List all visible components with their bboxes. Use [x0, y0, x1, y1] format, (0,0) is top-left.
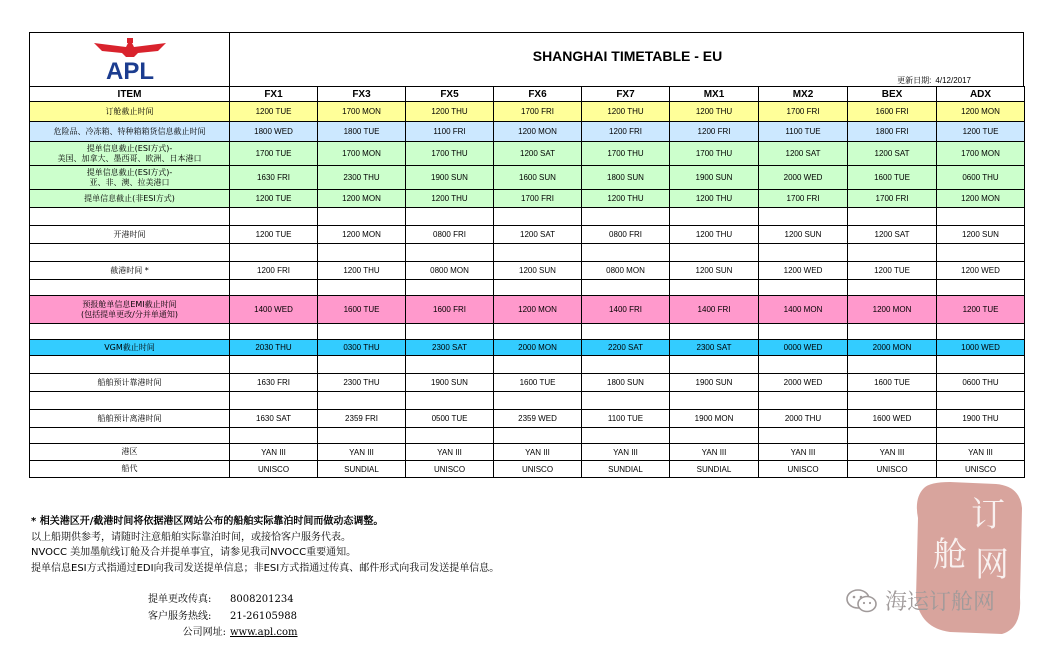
table-cell: [318, 356, 406, 374]
table-cell: [670, 280, 759, 296]
table-cell: 1200 SAT: [848, 142, 937, 166]
table-row: [30, 461, 1025, 478]
table-row: [30, 244, 1025, 262]
table-cell: 0600 THU: [937, 374, 1025, 392]
table-row: [30, 226, 1025, 244]
table-cell: 1200 TUE: [230, 190, 318, 208]
table-cell: 1400 FRI: [670, 296, 759, 324]
table-row: [30, 190, 1025, 208]
table-cell: SUNDIAL: [670, 461, 759, 478]
table-cell: YAN III: [670, 444, 759, 461]
table-cell: [406, 280, 494, 296]
table-cell: 0600 THU: [937, 166, 1025, 190]
svg-text:APL: APL: [106, 58, 154, 83]
table-cell: 2200 SAT: [582, 340, 670, 356]
date-label: 更新日期:: [897, 76, 932, 85]
table-cell: 1400 WED: [230, 296, 318, 324]
table-cell: 2000 WED: [759, 374, 848, 392]
table-cell: 2030 THU: [230, 340, 318, 356]
table-row: [30, 444, 1025, 461]
table-row: [30, 280, 1025, 296]
table-cell: [670, 392, 759, 410]
table-cell: [318, 392, 406, 410]
table-cell: 0800 MON: [582, 262, 670, 280]
table-cell: [494, 244, 582, 262]
table-cell: [230, 244, 318, 262]
row-label: 提单信息截止(ESI方式)- 美国、加拿大、墨西哥、欧洲、日本港口: [30, 142, 230, 166]
column-header-adx: ADX: [937, 87, 1025, 102]
table-cell: 1900 SUN: [406, 166, 494, 190]
table-cell: YAN III: [848, 444, 937, 461]
table-cell: UNISCO: [406, 461, 494, 478]
table-cell: 1800 SUN: [582, 166, 670, 190]
column-header-mx1: MX1: [670, 87, 759, 102]
note-1: * 相关港区开/截港时间将依据港区网站公布的船舶实际靠泊时间而做动态调整。: [31, 516, 384, 527]
table-cell: 1700 TUE: [230, 142, 318, 166]
table-row: [30, 324, 1025, 340]
table-cell: 1600 TUE: [318, 296, 406, 324]
table-cell: 1200 THU: [582, 102, 670, 122]
table-cell: 1200 SAT: [494, 142, 582, 166]
contacts: [148, 592, 298, 642]
table-cell: 2300 THU: [318, 374, 406, 392]
note-4: 提单信息ESI方式指通过EDI向我司发送提单信息；非ESI方式指通过传真、邮件形式向我司发送提单信息。: [31, 562, 500, 574]
watermark: [845, 585, 995, 616]
table-cell: 1200 MON: [848, 296, 937, 324]
table-cell: 1200 THU: [582, 190, 670, 208]
table-cell: 1200 FRI: [230, 262, 318, 280]
row-label: [30, 428, 230, 444]
row-label: 提单信息截止(非ESI方式): [30, 190, 230, 208]
table-cell: 1700 FRI: [759, 102, 848, 122]
table-cell: 0800 FRI: [582, 226, 670, 244]
table-cell: 2300 SAT: [670, 340, 759, 356]
table-cell: [759, 356, 848, 374]
table-cell: [670, 208, 759, 226]
table-cell: [759, 244, 848, 262]
row-label: [30, 324, 230, 340]
table-cell: [318, 324, 406, 340]
table-cell: 1400 FRI: [582, 296, 670, 324]
table-cell: [759, 208, 848, 226]
table-cell: 1200 MON: [937, 102, 1025, 122]
table-cell: 1200 THU: [318, 262, 406, 280]
svg-text:订: 订: [971, 495, 1005, 535]
table-cell: YAN III: [318, 444, 406, 461]
table-cell: [230, 280, 318, 296]
row-label: [30, 208, 230, 226]
table-cell: [494, 356, 582, 374]
table-cell: 1800 SUN: [582, 374, 670, 392]
table-row: [30, 356, 1025, 374]
page-title: SHANGHAI TIMETABLE - EU: [532, 48, 723, 64]
table-row: [30, 410, 1025, 428]
table-cell: 1700 FRI: [759, 190, 848, 208]
table-cell: 1600 FRI: [848, 102, 937, 122]
table-cell: 1800 TUE: [318, 122, 406, 142]
table-cell: [582, 244, 670, 262]
table-cell: 1200 SUN: [937, 226, 1025, 244]
table-cell: 1200 THU: [670, 226, 759, 244]
table-cell: [494, 208, 582, 226]
table-cell: 1600 SUN: [494, 166, 582, 190]
hotline-value: 21-26105988: [230, 610, 298, 622]
fax-row: [148, 592, 298, 609]
table-cell: [670, 324, 759, 340]
table-cell: [582, 392, 670, 410]
table-cell: [494, 324, 582, 340]
table-cell: [848, 324, 937, 340]
table-cell: 2000 MON: [848, 340, 937, 356]
table-cell: [848, 428, 937, 444]
table-cell: 1200 THU: [406, 190, 494, 208]
row-label: 截港时间 *: [30, 262, 230, 280]
column-header-mx2: MX2: [759, 87, 848, 102]
logo-cell: [30, 33, 230, 87]
table-cell: [937, 208, 1025, 226]
table-cell: 0800 MON: [406, 262, 494, 280]
table-cell: [318, 428, 406, 444]
table-cell: 1200 THU: [406, 102, 494, 122]
table-cell: [494, 280, 582, 296]
table-cell: [759, 324, 848, 340]
table-cell: 1200 FRI: [582, 122, 670, 142]
header-row: [30, 87, 1025, 102]
table-cell: 1200 MON: [937, 190, 1025, 208]
table-cell: 1700 THU: [406, 142, 494, 166]
table-cell: [406, 428, 494, 444]
table-row: [30, 208, 1025, 226]
table-cell: 0300 THU: [318, 340, 406, 356]
table-cell: YAN III: [406, 444, 494, 461]
table-cell: [406, 392, 494, 410]
table-cell: 0000 WED: [759, 340, 848, 356]
table-cell: UNISCO: [937, 461, 1025, 478]
table-cell: 1200 SUN: [759, 226, 848, 244]
fax-label: 提单更改传真:: [148, 594, 212, 605]
column-header-fx1: FX1: [230, 87, 318, 102]
table-row: [30, 374, 1025, 392]
table-cell: UNISCO: [759, 461, 848, 478]
table-cell: [230, 428, 318, 444]
table-cell: [759, 280, 848, 296]
table-row: [30, 340, 1025, 356]
table-cell: 1400 MON: [759, 296, 848, 324]
table-cell: [230, 208, 318, 226]
svg-text:网: 网: [975, 545, 1009, 585]
table-cell: YAN III: [494, 444, 582, 461]
column-header-item: ITEM: [30, 87, 230, 102]
table-cell: 1700 THU: [670, 142, 759, 166]
table-cell: 1200 SAT: [494, 226, 582, 244]
table-cell: [848, 280, 937, 296]
row-label: [30, 356, 230, 374]
table-cell: 2300 SAT: [406, 340, 494, 356]
row-label: 预报舱单信息EMI截止时间 (包括提单更改/分并单通知): [30, 296, 230, 324]
table-cell: 1700 MON: [318, 142, 406, 166]
table-cell: 1800 WED: [230, 122, 318, 142]
table-cell: [582, 280, 670, 296]
date-value: 4/12/2017: [935, 76, 971, 85]
table-cell: 1200 SAT: [848, 226, 937, 244]
table-cell: 1700 MON: [318, 102, 406, 122]
table-cell: [406, 208, 494, 226]
table-cell: 2359 WED: [494, 410, 582, 428]
table-cell: [937, 392, 1025, 410]
watermark-text: 海运订舱网: [885, 590, 996, 615]
table-cell: [670, 356, 759, 374]
table-cell: 1600 TUE: [848, 374, 937, 392]
table-cell: YAN III: [230, 444, 318, 461]
table-cell: 1630 FRI: [230, 374, 318, 392]
row-label: VGM截止时间: [30, 340, 230, 356]
table-cell: [937, 280, 1025, 296]
table-cell: 2300 THU: [318, 166, 406, 190]
table-cell: 1700 THU: [582, 142, 670, 166]
hotline-label: 客户服务热线:: [148, 610, 212, 622]
row-label: [30, 392, 230, 410]
table-cell: 0800 FRI: [406, 226, 494, 244]
row-label: [30, 280, 230, 296]
table-cell: [759, 428, 848, 444]
table-cell: 1900 THU: [937, 410, 1025, 428]
table-cell: 1200 SUN: [670, 262, 759, 280]
table-cell: [494, 428, 582, 444]
table-cell: [318, 208, 406, 226]
table-row: [30, 296, 1025, 324]
svg-text:舱: 舱: [933, 535, 967, 575]
note-2: 以上船期供参考，请随时注意船舶实际靠泊时间，或接恰客户服务代表。: [31, 531, 351, 543]
table-cell: 1900 MON: [670, 410, 759, 428]
table-cell: UNISCO: [230, 461, 318, 478]
table-cell: 1600 TUE: [494, 374, 582, 392]
notes: [31, 514, 499, 576]
web-row: [148, 625, 298, 642]
table-cell: 1700 FRI: [848, 190, 937, 208]
table-cell: [582, 324, 670, 340]
table-cell: 0500 TUE: [406, 410, 494, 428]
table-cell: 1200 MON: [318, 190, 406, 208]
table-cell: 1600 WED: [848, 410, 937, 428]
table-row: [30, 166, 1025, 190]
table-cell: 1200 SUN: [494, 262, 582, 280]
row-label: 船舶预计靠港时间: [30, 374, 230, 392]
table-cell: 1200 FRI: [670, 122, 759, 142]
apl-logo-icon: [92, 37, 168, 83]
row-label: 开港时间: [30, 226, 230, 244]
table-cell: 1000 WED: [937, 340, 1025, 356]
row-label: 船代: [30, 461, 230, 478]
table-row: [30, 102, 1025, 122]
table-cell: [230, 392, 318, 410]
table-cell: UNISCO: [848, 461, 937, 478]
table-cell: 1200 WED: [937, 262, 1025, 280]
web-label: 公司网址:: [182, 627, 226, 638]
header: [29, 32, 1024, 87]
table-cell: 1200 SAT: [759, 142, 848, 166]
table-cell: [848, 208, 937, 226]
table-cell: 1600 TUE: [848, 166, 937, 190]
column-header-fx6: FX6: [494, 87, 582, 102]
table-cell: 1700 FRI: [494, 102, 582, 122]
table-cell: UNISCO: [494, 461, 582, 478]
table-cell: [582, 356, 670, 374]
column-header-fx5: FX5: [406, 87, 494, 102]
row-label: 危险品、冷冻箱、特种箱箱货信息截止时间: [30, 122, 230, 142]
table-cell: 1900 SUN: [406, 374, 494, 392]
table-cell: 1630 FRI: [230, 166, 318, 190]
table-cell: [318, 244, 406, 262]
table-cell: [670, 428, 759, 444]
table-row: [30, 262, 1025, 280]
column-header-fx3: FX3: [318, 87, 406, 102]
table-cell: 1100 FRI: [406, 122, 494, 142]
table-cell: 1200 TUE: [937, 296, 1025, 324]
table-cell: 1200 THU: [670, 190, 759, 208]
row-label: 船舶预计离港时间: [30, 410, 230, 428]
table-cell: 1200 THU: [670, 102, 759, 122]
column-header-fx7: FX7: [582, 87, 670, 102]
table-cell: [670, 244, 759, 262]
table-cell: SUNDIAL: [318, 461, 406, 478]
table-cell: [230, 324, 318, 340]
table-cell: 1200 TUE: [230, 102, 318, 122]
table-cell: 1700 MON: [937, 142, 1025, 166]
table-cell: 2000 WED: [759, 166, 848, 190]
table-cell: [318, 280, 406, 296]
table-cell: 1200 WED: [759, 262, 848, 280]
note-3: NVOCC 美加墨航线订舱及合并提单事宜，请参见我司NVOCC重要通知。: [31, 547, 357, 558]
table-cell: 1200 TUE: [230, 226, 318, 244]
table-cell: 1900 SUN: [670, 166, 759, 190]
timetable-sheet: [29, 32, 1024, 482]
table-cell: [848, 244, 937, 262]
table-cell: 2359 FRI: [318, 410, 406, 428]
fax-value: 8008201234: [230, 594, 294, 605]
row-label: 订舱截止时间: [30, 102, 230, 122]
table-cell: 1200 MON: [494, 122, 582, 142]
table-cell: 1800 FRI: [848, 122, 937, 142]
table-cell: YAN III: [759, 444, 848, 461]
table-cell: [937, 428, 1025, 444]
table-row: [30, 428, 1025, 444]
table-cell: 2000 MON: [494, 340, 582, 356]
table-cell: YAN III: [582, 444, 670, 461]
hotline-row: [148, 609, 298, 626]
table-cell: [848, 356, 937, 374]
table-cell: 1200 MON: [318, 226, 406, 244]
table-cell: [494, 392, 582, 410]
table-cell: SUNDIAL: [582, 461, 670, 478]
timetable: [29, 86, 1025, 478]
table-cell: YAN III: [937, 444, 1025, 461]
table-cell: [406, 356, 494, 374]
table-cell: [937, 356, 1025, 374]
table-cell: [937, 324, 1025, 340]
wechat-icon: [845, 588, 879, 614]
table-cell: 1100 TUE: [759, 122, 848, 142]
table-cell: [406, 244, 494, 262]
row-label: 提单信息截止(ESI方式)- 亚、非、澳、拉美港口: [30, 166, 230, 190]
table-cell: 2000 THU: [759, 410, 848, 428]
table-cell: 1200 TUE: [937, 122, 1025, 142]
table-cell: 1600 FRI: [406, 296, 494, 324]
update-date: [893, 75, 971, 86]
table-cell: [582, 208, 670, 226]
table-cell: 1700 FRI: [494, 190, 582, 208]
table-cell: [848, 392, 937, 410]
table-cell: 1100 TUE: [582, 410, 670, 428]
web-link[interactable]: www.apl.com: [230, 627, 298, 638]
table-cell: [759, 392, 848, 410]
table-cell: [937, 244, 1025, 262]
table-cell: [582, 428, 670, 444]
table-cell: 1200 MON: [494, 296, 582, 324]
column-header-bex: BEX: [848, 87, 937, 102]
table-cell: 1630 SAT: [230, 410, 318, 428]
table-row: [30, 142, 1025, 166]
table-row: [30, 122, 1025, 142]
table-cell: [230, 356, 318, 374]
table-cell: 1900 SUN: [670, 374, 759, 392]
row-label: 港区: [30, 444, 230, 461]
table-row: [30, 392, 1025, 410]
table-cell: [406, 324, 494, 340]
table-cell: 1200 TUE: [848, 262, 937, 280]
row-label: [30, 244, 230, 262]
